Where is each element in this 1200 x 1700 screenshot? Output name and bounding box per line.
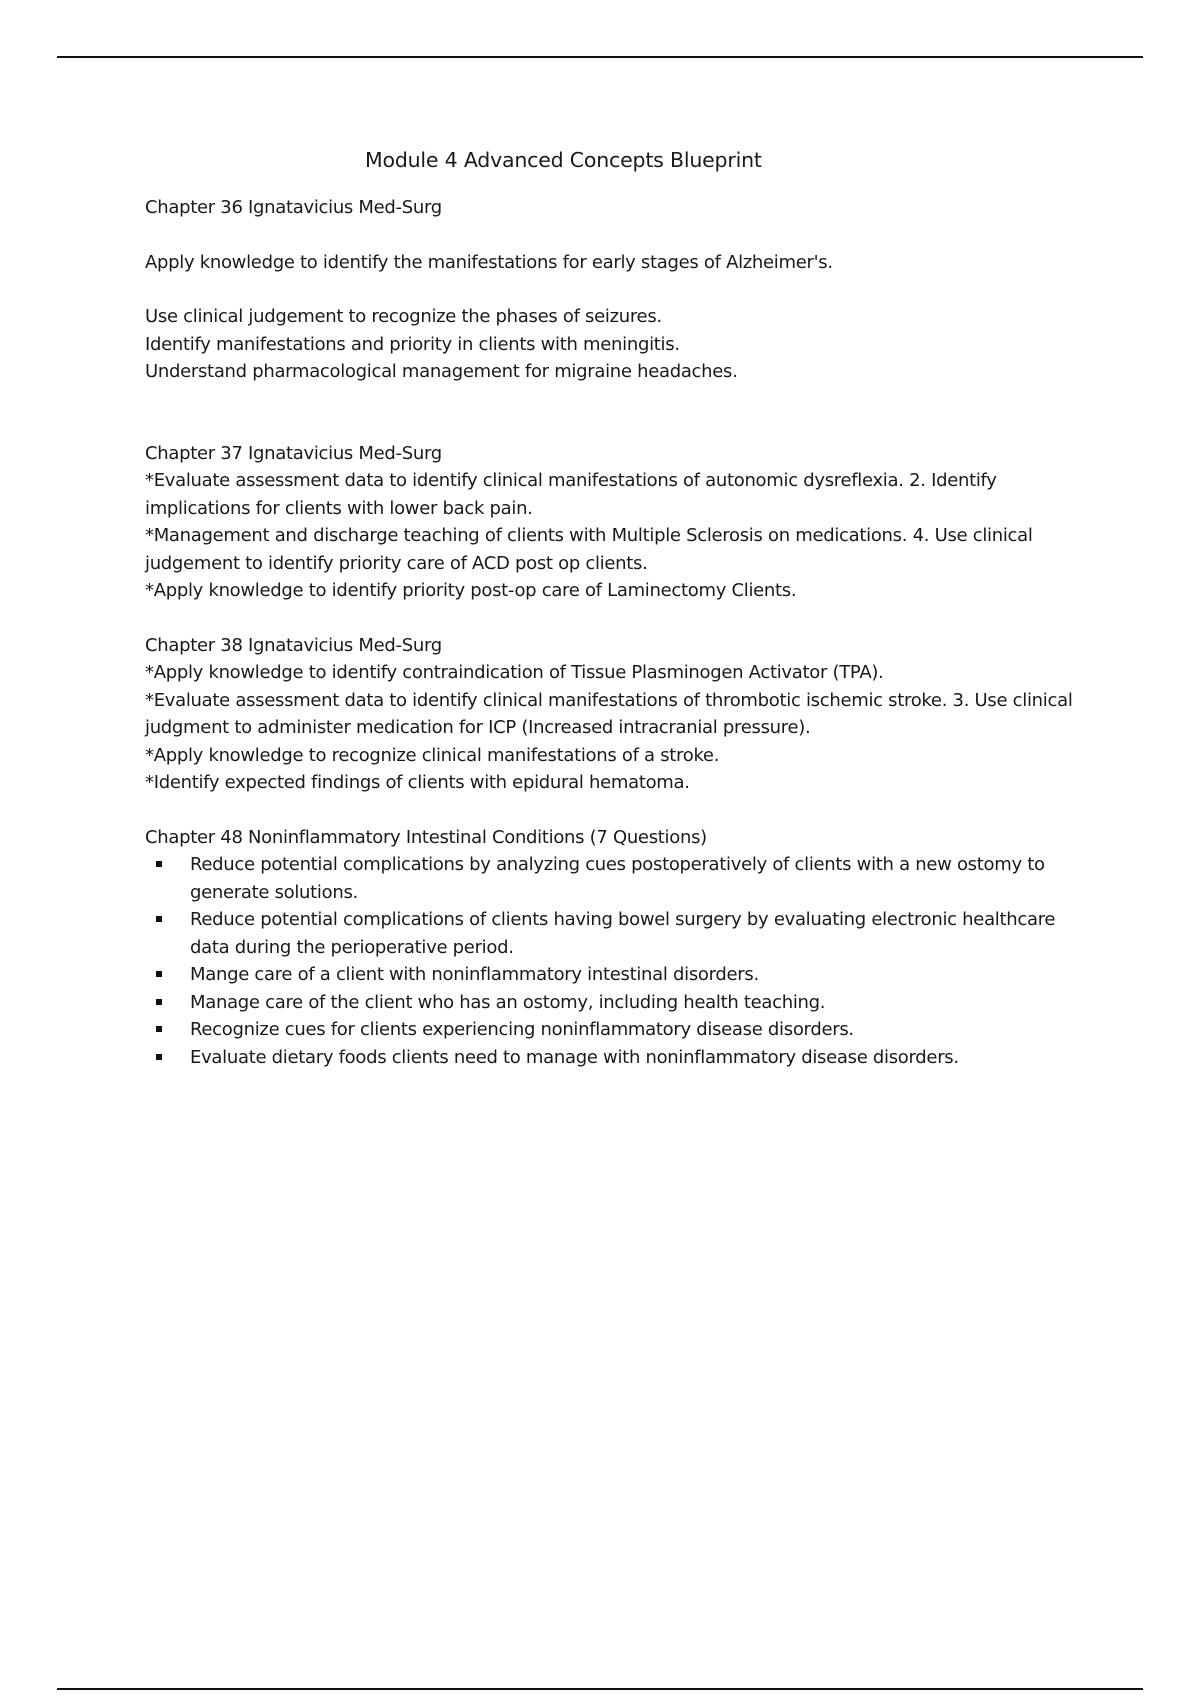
header-rule	[57, 56, 1143, 58]
chapter-36-section	[145, 194, 1085, 386]
chapter-38-item: *Apply knowledge to identify contraindication of Tissue Plasminogen Activator (TPA).	[145, 662, 884, 683]
page-title: Module 4 Advanced Concepts Blueprint	[365, 148, 762, 172]
chapter-48-section	[145, 824, 1085, 1072]
list-item	[145, 961, 1085, 989]
chapter-36-line: Use clinical judgement to recognize the phases of seizures.	[145, 306, 662, 327]
chapter-48-heading: Chapter 48 Noninflammatory Intestinal Conditions (7 Questions)	[145, 826, 707, 848]
square-bullet-icon	[156, 861, 162, 867]
list-item-text: Mange care of a client with noninflammatory intestinal disorders.	[190, 964, 759, 985]
spacer	[145, 176, 1085, 194]
chapter-38-section	[145, 632, 1085, 797]
chapter-36-heading: Chapter 36 Ignatavicius Med-Surg	[145, 197, 442, 218]
chapter-38-item: *Evaluate assessment data to identify clinical manifestations of thrombotic ischemic stroke. 3. Use clinical judgment to administer medication for ICP (Increased intracranial pressure).	[145, 689, 1073, 738]
list-item-text: Reduce potential complications of clients having bowel surgery by evaluating electronic healthcare data during the perioperative period.	[190, 909, 1056, 958]
chapter-37-section	[145, 440, 1085, 605]
square-bullet-icon	[156, 1026, 162, 1032]
list-item-text: Reduce potential complications by analyzing cues postoperatively of clients with a new ostomy to generate solutions.	[190, 854, 1045, 903]
chapter-37-item: *Apply knowledge to identify priority post-op care of Laminectomy Clients.	[145, 580, 797, 601]
list-item	[145, 906, 1085, 961]
list-item-text: Evaluate dietary foods clients need to manage with noninflammatory disease disorders.	[190, 1046, 959, 1068]
document-body	[145, 144, 1085, 1071]
square-bullet-icon	[156, 916, 162, 922]
chapter-36-line: Apply knowledge to identify the manifestations for early stages of Alzheimer's.	[145, 251, 833, 273]
chapter-38-heading: Chapter 38 Ignatavicius Med-Surg	[145, 634, 442, 656]
list-item-text: Manage care of the client who has an ostomy, including health teaching.	[190, 991, 826, 1013]
chapter-37-item: *Evaluate assessment data to identify clinical manifestations of autonomic dysreflexia. 2. Identify implications for clients with lower back pain.	[145, 470, 997, 519]
square-bullet-icon	[156, 999, 162, 1005]
chapter-37-item: *Management and discharge teaching of clients with Multiple Sclerosis on medications. 4. Use clinical judgement to identify priority care of ACD post op clients.	[145, 525, 1033, 574]
list-item	[145, 851, 1085, 906]
chapter-38-item: *Apply knowledge to recognize clinical manifestations of a stroke.	[145, 744, 720, 766]
list-item-text: Recognize cues for clients experiencing noninflammatory disease disorders.	[190, 1019, 854, 1040]
chapter-48-bullet-list	[145, 851, 1085, 1071]
chapter-36-line: Understand pharmacological management for migraine headaches.	[145, 361, 738, 382]
list-item	[145, 1044, 1085, 1072]
square-bullet-icon	[156, 971, 162, 977]
square-bullet-icon	[156, 1054, 162, 1060]
chapter-36-line: Identify manifestations and priority in clients with meningitis.	[145, 333, 680, 355]
list-item	[145, 989, 1085, 1017]
list-item	[145, 1016, 1085, 1044]
footer-rule	[57, 1688, 1143, 1690]
chapter-37-heading: Chapter 37 Ignatavicius Med-Surg	[145, 442, 442, 464]
chapter-38-item: *Identify expected findings of clients with epidural hematoma.	[145, 772, 690, 793]
